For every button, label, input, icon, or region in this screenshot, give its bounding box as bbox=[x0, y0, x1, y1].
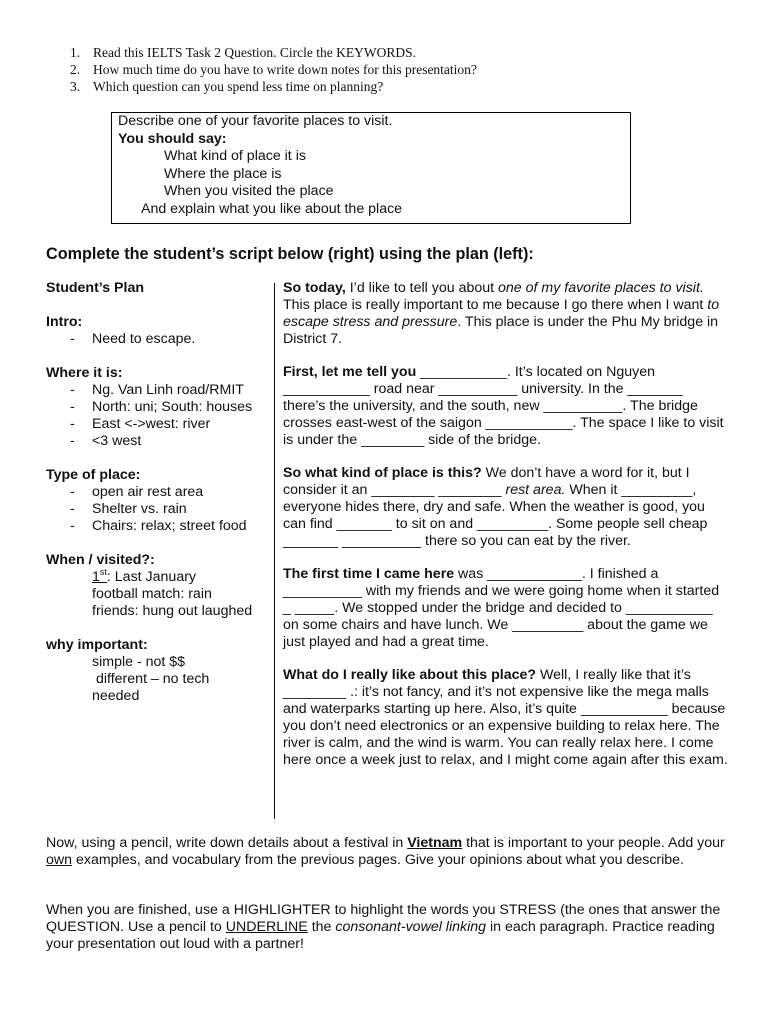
instruction-item bbox=[70, 61, 730, 78]
task-point: When you visited the place bbox=[164, 183, 334, 200]
plan-type-item: - open air rest area bbox=[46, 484, 274, 501]
task-point: What kind of place it is bbox=[164, 148, 306, 165]
task-explain: And explain what you like about the place bbox=[141, 200, 403, 217]
plan-when-heading: When / visited?: bbox=[46, 552, 155, 568]
underline-emphasis: UNDERLINE bbox=[225, 919, 308, 935]
vietnam-emphasis: Vietnam bbox=[407, 835, 463, 851]
plan-when-ordinal: 1st bbox=[92, 567, 107, 585]
column-divider bbox=[274, 283, 275, 819]
plan-where-item: - East <->west: river bbox=[46, 416, 274, 433]
instruction-text: Which question can you spend less time on planning? bbox=[93, 79, 384, 94]
instruction-number: 2. bbox=[70, 62, 81, 77]
plan-why-line: simple - not $$ bbox=[92, 654, 186, 670]
instruction-item bbox=[70, 44, 730, 61]
task-point: Where the place is bbox=[164, 165, 282, 182]
plan-title: Student’s Plan bbox=[46, 280, 145, 296]
plan-intro-item: - Need to escape. bbox=[46, 331, 274, 348]
script-paragraph-intro: So today, I’d like to tell you about one of my favorite places to visit. This place is really important to me because I go there when I want to escape stress and pressure. This place is under the Phu My bridge in District 7. bbox=[283, 280, 720, 347]
instruction-item bbox=[70, 78, 730, 95]
student-plan bbox=[46, 280, 274, 705]
section-heading: Complete the student’s script below (right) using the plan (left): bbox=[46, 245, 534, 263]
script-paragraph-why: What do I really like about this place? Well, I really like that it’s ________ .: it’s not fancy, and it’s not expensive like the mega malls and waterparks starting up here. Also, it’s quite ___________ because you don’t need electronics or an expensive building to relax here. The river is calm, and the wind is warm. You can really relax here. I come here once a week just to relax, and I might come again after this exam. bbox=[283, 667, 728, 768]
plan-where-item: - <3 west bbox=[46, 433, 274, 450]
plan-when-line: football match: rain bbox=[92, 586, 212, 602]
instruction-number: 1. bbox=[70, 45, 81, 60]
script-paragraph-type: So what kind of place is this? We don’t have a word for it, but I consider it an ________ ________ rest area. When it _________, everyone hides there, dry and safe. When the weather is good, you can find _______ to sit on and _________. Some people sell cheap _______ __________ there so you can eat by the river. bbox=[283, 465, 708, 549]
plan-when-line: friends: hung out laughed bbox=[92, 603, 253, 619]
own-emphasis: own bbox=[46, 852, 73, 868]
instructions-list bbox=[70, 44, 730, 95]
script-paragraph-where: First, let me tell you ___________. It’s located on Nguyen ___________ road near __________ university. In the _______ there’s the university, and the south, new __________. The bridge crosses east-west of the saigon ___________. The space I like to visit is under the ________ side of the bridge. bbox=[283, 364, 724, 448]
plan-why-line: different – no tech bbox=[96, 671, 210, 687]
plan-when-line: 1st: Last January bbox=[92, 567, 197, 585]
student-script bbox=[283, 280, 728, 785]
task-prompt: Describe one of your favorite places to visit. bbox=[118, 113, 393, 129]
task-question-box bbox=[111, 112, 631, 224]
task-you-should-say: You should say: bbox=[118, 130, 227, 147]
instruction-text: Read this IELTS Task 2 Question. Circle the KEYWORDS. bbox=[93, 45, 417, 60]
plan-why-line: needed bbox=[92, 688, 140, 704]
highlighter-instructions: When you are finished, use a HIGHLIGHTER to highlight the words you STRESS (the ones that answer the QUESTION. Use a pencil to UNDERLINE the consonant-vowel linking in each paragraph. Practice reading your presentation out loud with a partner! bbox=[46, 902, 721, 952]
instruction-number: 3. bbox=[70, 79, 81, 94]
instruction-text: How much time do you have to write down notes for this presentation? bbox=[93, 62, 477, 77]
plan-type-heading: Type of place: bbox=[46, 467, 141, 483]
plan-type-item: - Shelter vs. rain bbox=[46, 501, 274, 518]
plan-where-heading: Where it is: bbox=[46, 365, 123, 381]
plan-intro-heading: Intro: bbox=[46, 314, 83, 330]
script-paragraph-when: The first time I came here was ____________. I finished a __________ with my friends and we were going home when it started _ _____. We stopped under the bridge and decided to ___________ on some chairs and have lunch. We _________ about the game we just played and had a great time. bbox=[283, 566, 720, 650]
plan-why-heading: why important: bbox=[46, 637, 148, 653]
plan-where-item: - Ng. Van Linh road/RMIT bbox=[46, 382, 274, 399]
plan-type-item: - Chairs: relax; street food bbox=[46, 518, 274, 535]
festival-instructions: Now, using a pencil, write down details about a festival in Vietnam that is important to your people. Add your own examples, and vocabulary from the previous pages. Give your opinions about what you describe. bbox=[46, 835, 725, 868]
plan-where-item: - North: uni; South: houses bbox=[46, 399, 274, 416]
linking-emphasis: consonant-vowel linking bbox=[335, 919, 487, 935]
